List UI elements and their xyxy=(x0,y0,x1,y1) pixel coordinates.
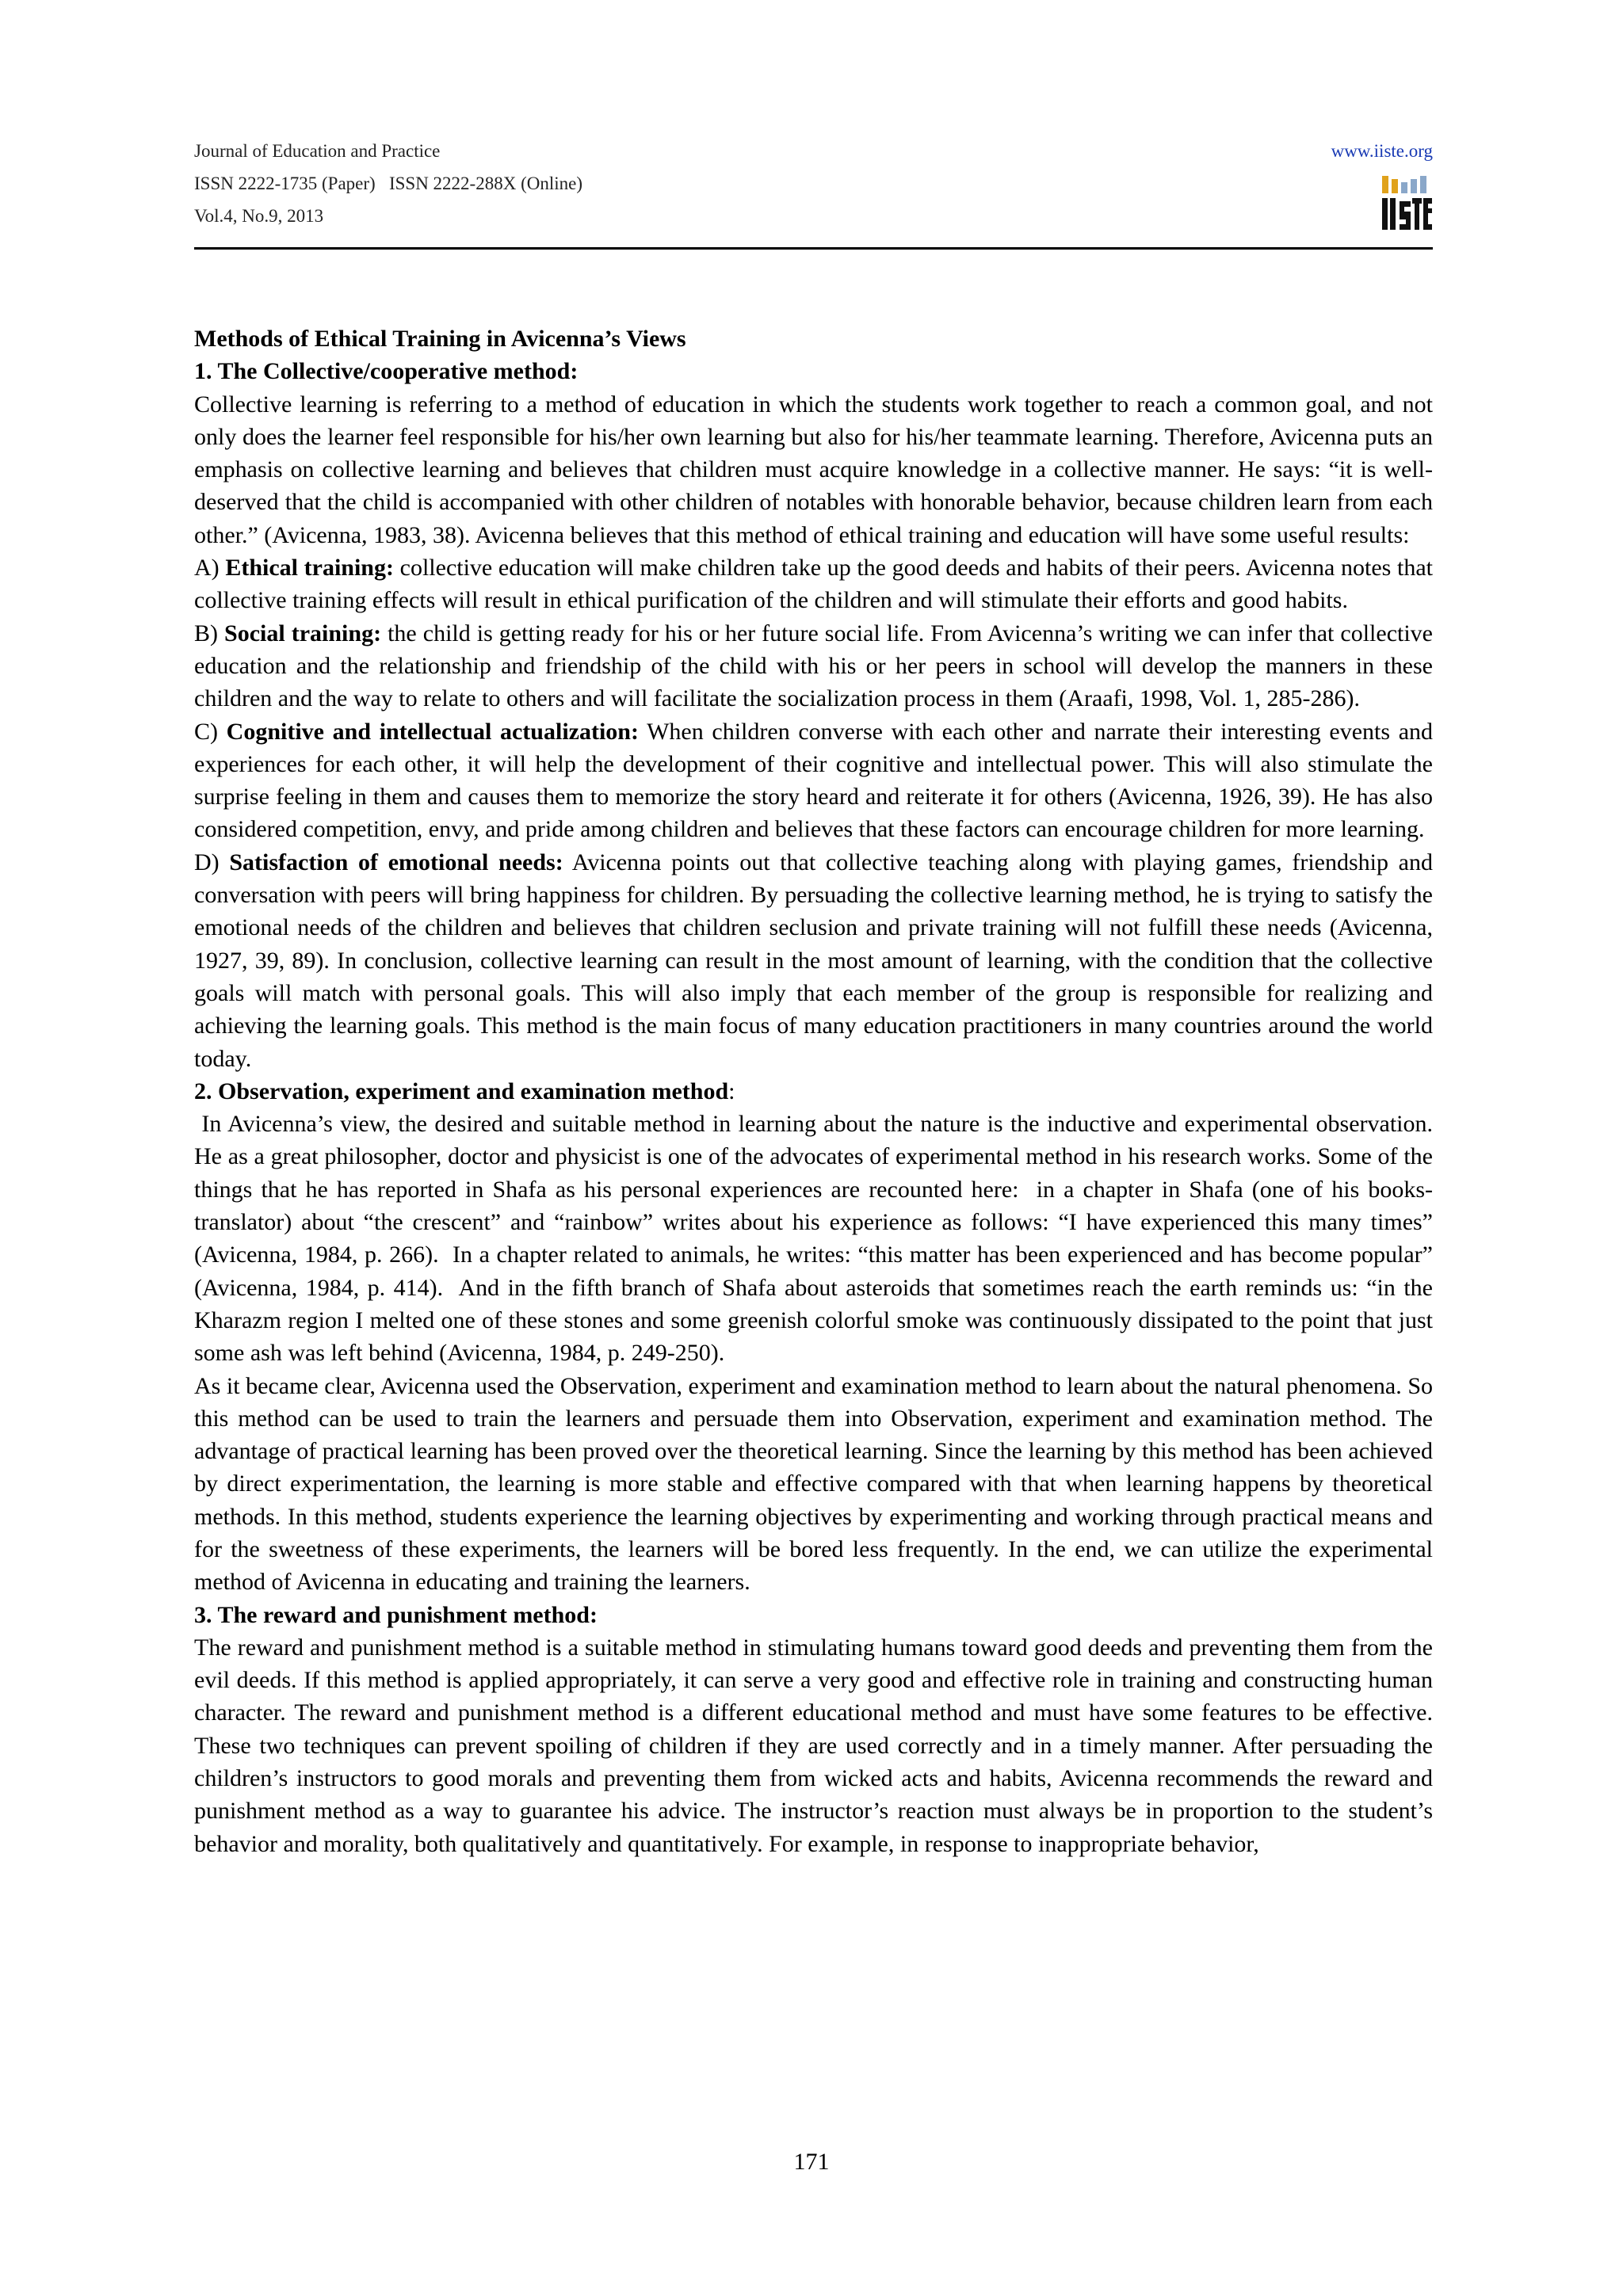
label-social-training: Social training: xyxy=(224,620,382,646)
heading-reward-method: 3. The reward and punishment method: xyxy=(194,1601,598,1628)
volume-issue: Vol.4, No.9, 2013 xyxy=(194,206,324,226)
website-link[interactable]: www.iiste.org xyxy=(1331,141,1433,161)
label-cognitive-actualization: Cognitive and intellectual actualization: xyxy=(226,718,639,745)
running-header xyxy=(194,135,1433,232)
paragraph-collective-intro: Collective learning is referring to a method of education in which the students work together to reach a common goal, and not only does the learner feel responsible for his/her own learning but also for his/her teammate learning. Therefore, Avicenna puts an emphasis on collective learning and believes that children must acquire knowledge in a collective manner. He says: “it is well-deserved that the child is accompanied with other children of notables with honorable behavior, because children learn from each other.” (Avicenna, 1983, 38). Avicenna believes that this method of ethical training and education will have some useful results: xyxy=(194,391,1433,548)
journal-name: Journal of Education and Practice xyxy=(194,141,441,161)
article-body xyxy=(194,322,1439,1860)
issn-line: ISSN 2222-1735 (Paper) ISSN 2222-288X (Online) xyxy=(194,174,582,193)
header-rule xyxy=(194,247,1433,250)
label-ethical-training: Ethical training: xyxy=(225,555,394,582)
paragraph-observation-1: In Avicenna’s view, the desired and suitable method in learning about the nature is the inductive and experimental observation. He as a great philosopher, doctor and physicist is one of the advocates of experimental method in his research works. Some of the things that he has reported in Shafa as his personal experiences are recounted here: in a chapter in Shafa (one of his books- translator) about “the crescent” and “rainbow” writes about his experience as follows: “I have experienced this many times” (Avicenna, 1984, p. 266). In a chapter related to animals, he writes: “this matter has been experienced and has become popular” (Avicenna, 1984, p. 414). And in the fifth branch of Shafa about asteroids that sometimes reach the earth reminds us: “in the Kharazm region I melted one of these stones and some greenish colorful smoke was continuously dissipated to the point that just some ash was left behind (Avicenna, 1984, p. 249-250). xyxy=(194,1111,1439,1367)
item-emotional-needs: D) Satisfaction of emotional needs: Avicenna points out that collective teaching along with playing games, friendship and conversation with peers will bring happiness for children. By persuading the collective learning method, he is trying to satisfy the emotional needs of the children and believes that children seclusion and private training will not fulfill these needs (Avicenna, 1927, 39, 89). In conclusion, collective learning can result in the most amount of learning, with the condition that the collective goals will match with personal goals. This will also imply that each member of the group is responsible for realizing and achieving the learning goals. This method is the main focus of many education practitioners in many countries around the world today. xyxy=(194,849,1433,1072)
iiste-logo xyxy=(1381,174,1433,231)
section-title: Methods of Ethical Training in Avicenna’s Views xyxy=(194,326,686,352)
item-social-training: B) Social training: the child is getting ready for his or her future social life. From Avicenna’s writing we can infer that collective education and the relationship and friendship of the child with his or her peers in school will develop the manners in these children and the way to relate to others and will facilitate the socialization process in them (Araafi, 1998, Vol. 1, 285-286). xyxy=(194,620,1434,712)
item-ethical-training: A) Ethical training: collective education will make children take up the good deeds and habits of their peers. Avicenna notes that collective training effects will result in ethical purification of the children and will stimulate their efforts and good habits. xyxy=(194,555,1433,614)
heading-collective-method: 1. The Collective/cooperative method: xyxy=(194,358,579,385)
label-emotional-needs: Satisfaction of emotional needs: xyxy=(229,849,563,875)
item-cognitive-actualization: C) Cognitive and intellectual actualization: When children converse with each other and narrate their interesting events and experiences for each other, it will help the development of their cognitive and intellectual power. This will also stimulate the surprise feeling in them and causes them to memorize the story heard and reiterate it for others (Avicenna, 1926, 39). He has also considered competition, envy, and pride among children and believes that these factors can encourage children for more learning. xyxy=(194,718,1434,843)
paragraph-observation-2: As it became clear, Avicenna used the Observation, experiment and examination method to learn about the natural phenomena. So this method can be used to train the learners and persuade them into Observation, experiment and examination method. The advantage of practical learning has been proved over the theoretical learning. Since the learning by this method has been achieved by direct experimentation, the learning is more stable and effective compared with that when learning happens by theoretical methods. In this method, students experience the learning objectives by experimenting and working through practical means and for the sweetness of these experiments, the learners will be bored less frequently. In the end, we can utilize the experimental method of Avicenna in educating and training the learners. xyxy=(194,1372,1433,1596)
paragraph-reward-1: The reward and punishment method is a suitable method in stimulating humans toward good deeds and preventing them from the evil deeds. If this method is applied appropriately, it can serve a very good and effective role in training and constructing human character. The reward and punishment method is a different educational method and must have some features to be effective. These two techniques can prevent spoiling of children if they are used correctly and in a timely manner. After persuading the children’s instructors to good morals and preventing them from wicked acts and habits, Avicenna recommends the reward and punishment method as a way to guarantee his advice. The instructor’s reaction must always be in proportion to the student’s behavior and morality, both qualitatively and quantitatively. For example, in response to inappropriate behavior, xyxy=(194,1634,1433,1857)
page-number: 171 xyxy=(793,2149,830,2175)
heading-observation-method: 2. Observation, experiment and examination method: xyxy=(194,1077,735,1104)
